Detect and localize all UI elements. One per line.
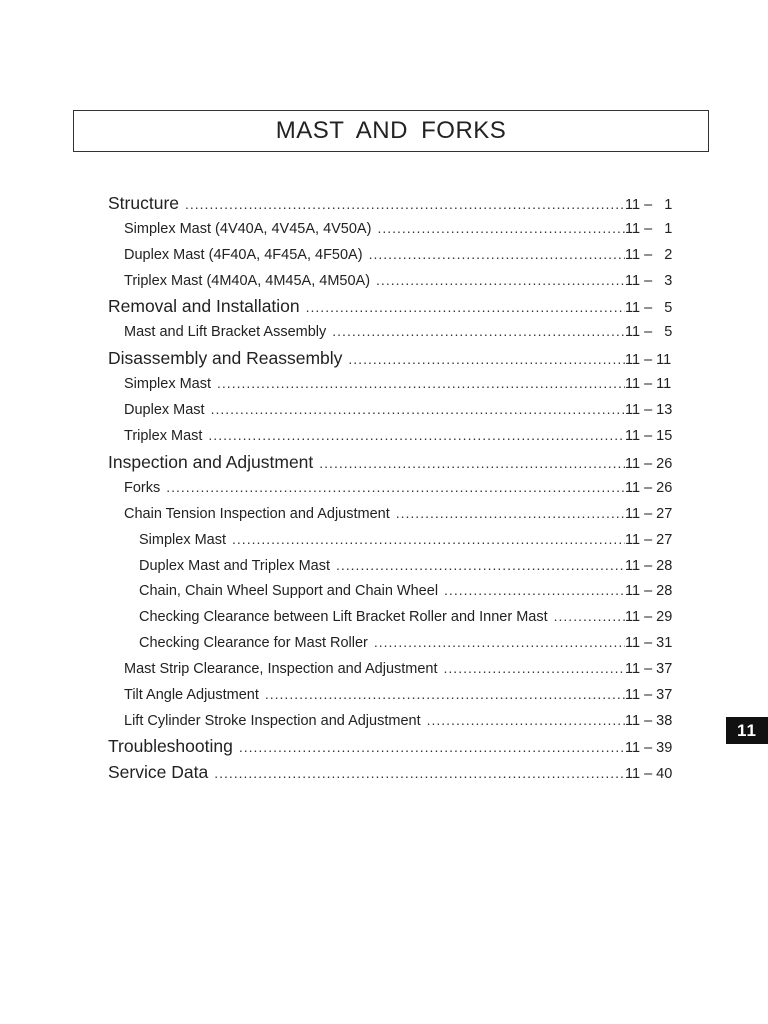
toc-entry-triplex-mast[interactable] — [108, 272, 677, 296]
toc-entry-page: 11 – 5 — [625, 324, 673, 340]
toc-entry-title: Triplex Mast — [124, 428, 203, 444]
toc-entry-page: 11 – 27 — [625, 506, 673, 522]
toc-entry-title: Simplex Mast — [124, 376, 212, 392]
toc-entry-page: 11 – 26 — [625, 480, 673, 496]
dot-leader — [377, 220, 625, 236]
toc-entry-page: 11 – 31 — [625, 635, 673, 651]
toc-entry-duplex-triplex-mast[interactable] — [108, 557, 677, 581]
toc-entry-title: Inspection and Adjustment — [108, 452, 314, 472]
toc-entry-title: Structure — [108, 193, 179, 213]
toc-entry-removal-and-installation[interactable] — [108, 296, 677, 320]
dot-leader — [444, 660, 625, 676]
dot-leader — [396, 505, 625, 521]
dot-leader — [217, 375, 625, 391]
toc-entry-title: Duplex Mast — [124, 402, 205, 418]
dot-leader — [208, 427, 625, 443]
toc-entry-page: 11 – 3 — [625, 273, 673, 289]
chapter-tab[interactable]: 11 — [726, 717, 768, 744]
toc-entry-title: Duplex Mast (4F40A, 4F45A, 4F50A) — [124, 247, 363, 263]
toc-entry-page: 11 – 28 — [625, 558, 673, 574]
toc-entry-title: Mast and Lift Bracket Assembly — [124, 324, 327, 340]
toc-entry-disassembly-and-reassembly[interactable] — [108, 348, 677, 372]
toc-entry-page: 11 – 37 — [625, 661, 673, 677]
toc-entry-chain-tension[interactable] — [108, 505, 677, 529]
toc-entry-title: Disassembly and Reassembly — [108, 348, 343, 368]
toc-entry-clearance-lift-bracket[interactable] — [108, 608, 677, 632]
toc-entry-triplex-mast-2[interactable] — [108, 427, 677, 451]
toc-entry-inspection-and-adjustment[interactable] — [108, 452, 677, 476]
toc-entry-page: 11 – 1 — [625, 197, 673, 213]
toc-entry-title: Forks — [124, 480, 161, 496]
toc-entry-title: Checking Clearance for Mast Roller — [139, 635, 368, 651]
toc-entry-troubleshooting[interactable] — [108, 736, 677, 760]
toc-entry-page: 11 – 38 — [625, 713, 673, 729]
toc-entry-page: 11 – 37 — [625, 687, 673, 703]
toc-entry-title: Mast Strip Clearance, Inspection and Adjustment — [124, 661, 438, 677]
toc-entry-duplex-mast[interactable] — [108, 246, 677, 270]
toc-entry-page: 11 – 5 — [625, 300, 673, 316]
dot-leader — [376, 272, 625, 288]
toc-entry-chain-wheel[interactable] — [108, 582, 677, 606]
toc-entry-title: Troubleshooting — [108, 736, 233, 756]
toc-entry-title: Simplex Mast — [139, 532, 227, 548]
toc-entry-simplex-mast-3[interactable] — [108, 531, 677, 555]
dot-leader — [319, 455, 625, 471]
toc-entry-page: 11 – 13 — [625, 402, 673, 418]
toc-entry-mast-lift-bracket-assembly[interactable] — [108, 323, 677, 347]
toc-entry-page: 11 – 11 — [625, 352, 672, 368]
toc-entry-title: Duplex Mast and Triplex Mast — [139, 558, 330, 574]
toc-entry-title: Removal and Installation — [108, 296, 300, 316]
toc-entry-title: Checking Clearance between Lift Bracket Roller and Inner Mast — [139, 609, 548, 625]
toc-entry-duplex-mast-2[interactable] — [108, 401, 677, 425]
dot-leader — [332, 323, 625, 339]
dot-leader — [214, 765, 625, 781]
dot-leader — [374, 634, 625, 650]
toc-entry-page: 11 – 15 — [625, 428, 673, 444]
toc-entry-mast-strip-clearance[interactable] — [108, 660, 677, 684]
toc-entry-page: 11 – 26 — [625, 456, 673, 472]
toc-entry-title: Lift Cylinder Stroke Inspection and Adjustment — [124, 713, 421, 729]
toc-entry-page: 11 – 39 — [625, 740, 673, 756]
dot-leader — [232, 531, 625, 547]
toc-entry-title: Chain, Chain Wheel Support and Chain Wheel — [139, 583, 439, 599]
toc-entry-structure[interactable] — [108, 193, 677, 217]
dot-leader — [211, 401, 625, 417]
toc-entry-service-data[interactable] — [108, 762, 677, 786]
dot-leader — [239, 739, 625, 755]
toc-entry-title: Tilt Angle Adjustment — [124, 687, 259, 703]
toc-entry-title: Service Data — [108, 762, 209, 782]
toc-entry-simplex-mast-2[interactable] — [108, 375, 677, 399]
dot-leader — [166, 479, 625, 495]
dot-leader — [306, 299, 625, 315]
dot-leader — [348, 351, 625, 367]
dot-leader — [554, 608, 625, 624]
dot-leader — [369, 246, 625, 262]
toc-entry-page: 11 – 28 — [625, 583, 673, 599]
toc-entry-page: 11 – 27 — [625, 532, 673, 548]
toc-entry-lift-cylinder-stroke[interactable] — [108, 712, 677, 736]
toc-entry-page: 11 – 11 — [625, 376, 672, 392]
toc-entry-tilt-angle[interactable] — [108, 686, 677, 710]
toc-entry-title: Simplex Mast (4V40A, 4V45A, 4V50A) — [124, 221, 372, 237]
toc-entry-clearance-mast-roller[interactable] — [108, 634, 677, 658]
toc-entry-page: 11 – 29 — [625, 609, 673, 625]
toc-entry-page: 11 – 1 — [625, 221, 673, 237]
toc-entry-forks[interactable] — [108, 479, 677, 503]
toc-entry-title: Chain Tension Inspection and Adjustment — [124, 506, 390, 522]
dot-leader — [336, 557, 625, 573]
dot-leader — [265, 686, 625, 702]
dot-leader — [185, 196, 625, 212]
toc-entry-simplex-mast[interactable] — [108, 220, 677, 244]
page-title: MAST AND FORKS — [73, 110, 709, 152]
toc-entry-page: 11 – 40 — [625, 766, 673, 782]
toc-entry-page: 11 – 2 — [625, 247, 673, 263]
toc-entry-title: Triplex Mast (4M40A, 4M45A, 4M50A) — [124, 273, 371, 289]
dot-leader — [444, 582, 625, 598]
dot-leader — [427, 712, 625, 728]
